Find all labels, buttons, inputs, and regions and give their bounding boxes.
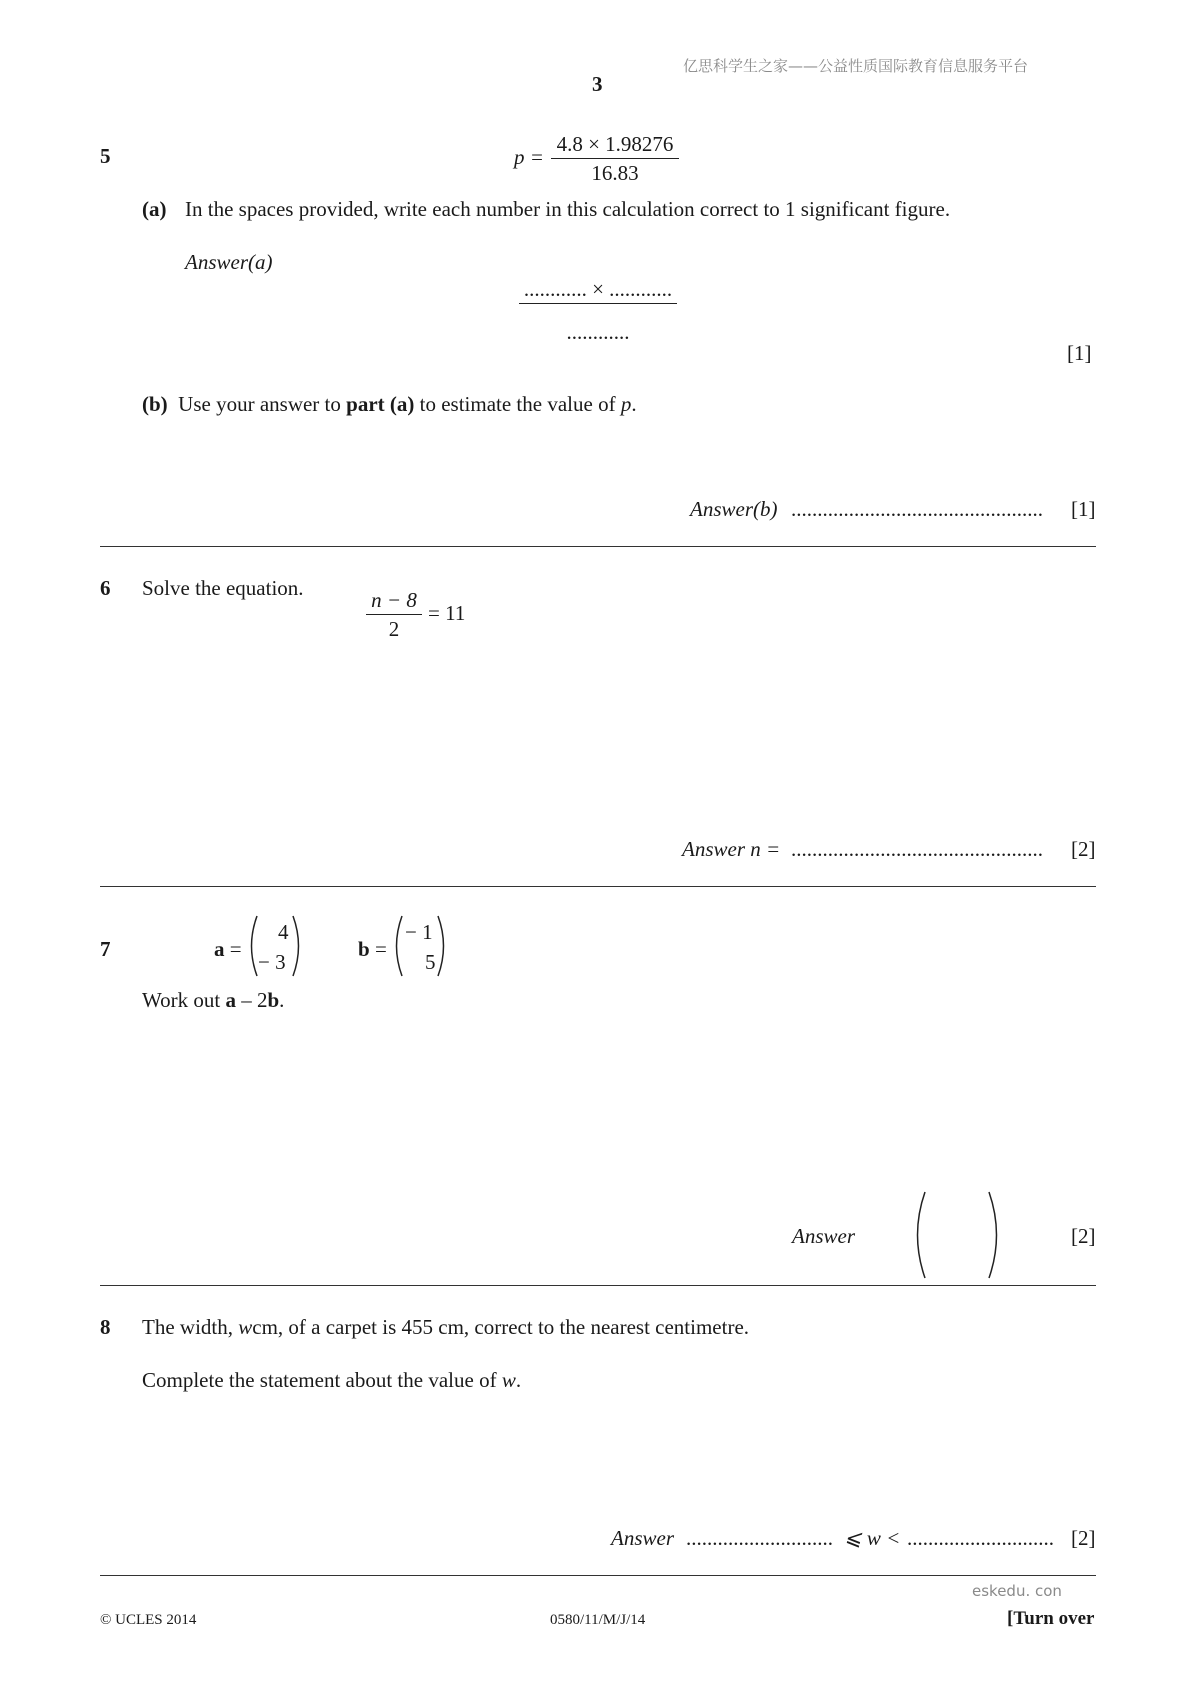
q5b-question — [142, 394, 637, 415]
q7-vector-b-name: b — [358, 937, 370, 961]
q8-text-line1 — [142, 1317, 749, 1338]
q7-text-end: . — [279, 988, 285, 1012]
q6-answer-dots[interactable]: ................................................ — [791, 837, 1043, 861]
q5b-text-1: Use your answer to — [178, 392, 341, 416]
q5-formula-numerator: 4.8 × 1.98276 — [551, 134, 679, 159]
q8-answer-dots-upper[interactable]: ............................ — [907, 1526, 1054, 1550]
separator-q7-q8 — [100, 1285, 1096, 1286]
q8-text-line2-end: . — [515, 1368, 522, 1392]
separator-q5-q6 — [100, 546, 1096, 547]
q8-marks: [2] — [1071, 1526, 1096, 1550]
q5b-text-end: . — [631, 392, 637, 416]
q8-text-line2-var: w — [501, 1368, 516, 1392]
q6-equation-fraction — [366, 590, 422, 640]
q8-answer-inequality: ⩽ w < — [844, 1526, 901, 1550]
q6-equation-rhs: = 11 — [428, 601, 466, 625]
q7-answer-label: Answer — [792, 1224, 855, 1248]
q8-text-2: cm, of a carpet is 455 cm, correct to the nearest centimetre. — [252, 1315, 750, 1339]
q6-answer-label: Answer n = — [682, 837, 781, 861]
q7-vector-a-def — [214, 939, 242, 960]
q7-vector-b-bottom: 5 — [425, 950, 436, 974]
q5b-answer-dots[interactable]: ................................................ — [791, 497, 1043, 521]
q7-vector-a-bottom: − 3 — [258, 950, 286, 974]
q8-text-var: w — [238, 1315, 253, 1339]
q7-vector-a-top: 4 — [278, 920, 289, 944]
q7-vector-b-def — [358, 939, 387, 960]
q5a-answer-denominator[interactable]: ............ — [566, 320, 630, 344]
q5b-text-var: p — [620, 392, 632, 416]
q5-number: 5 — [100, 144, 111, 168]
q7-text-b: b — [267, 988, 280, 1012]
q5b-marks: [1] — [1071, 497, 1096, 521]
page-number: 3 — [592, 72, 603, 96]
q8-text-line2 — [142, 1370, 521, 1391]
q5a-answer-numerator[interactable]: ............ × ............ — [519, 279, 677, 304]
q5-formula-fraction — [551, 134, 679, 184]
q5a-answer-fraction[interactable] — [519, 279, 677, 343]
q5-formula-denominator: 16.83 — [591, 161, 639, 185]
q7-vector-b-eq: = — [374, 937, 387, 961]
q5a-text: In the spaces provided, write each number in this calculation correct to 1 significant figure. — [185, 197, 951, 221]
q5b-text-bold: part (a) — [346, 392, 415, 416]
separator-footer — [100, 1575, 1096, 1576]
q7-text-1: Work out — [142, 988, 221, 1012]
q8-text-1: The width, — [142, 1315, 233, 1339]
q5b-label: (b) — [142, 392, 168, 416]
q6-text: Solve the equation. — [142, 576, 304, 600]
separator-q6-q7 — [100, 886, 1096, 887]
footer-code: 0580/11/M/J/14 — [550, 1612, 646, 1628]
q8-text-line2-1: Complete the statement about the value of — [142, 1368, 497, 1392]
q5-formula-lhs: p = — [514, 145, 544, 169]
q7-marks: [2] — [1071, 1224, 1096, 1248]
q5b-text-2: to estimate the value of — [419, 392, 616, 416]
q7-vector-a-eq: = — [229, 937, 242, 961]
q6-number: 6 — [100, 576, 111, 600]
q6-equation-numerator: n − 8 — [366, 590, 422, 615]
q8-number: 8 — [100, 1315, 111, 1339]
q7-text-a: a — [225, 988, 236, 1012]
q7-vector-a-name: a — [214, 937, 225, 961]
q5a-answer-label: Answer(a) — [185, 250, 273, 274]
q5a-marks: [1] — [1067, 341, 1092, 365]
q5a-label: (a) — [142, 197, 167, 221]
q7-number: 7 — [100, 937, 111, 961]
q8-answer-label: Answer — [611, 1526, 674, 1550]
q7-text — [142, 990, 284, 1011]
footer-watermark: eskedu. con — [972, 1582, 1062, 1600]
q6-marks: [2] — [1071, 837, 1096, 861]
footer-copyright: © UCLES 2014 — [100, 1612, 197, 1628]
q8-answer-dots-lower[interactable]: ............................ — [686, 1526, 833, 1550]
q7-vector-b-top: − 1 — [405, 920, 433, 944]
q7-answer-brackets[interactable] — [912, 1190, 1002, 1280]
header-watermark: 亿思科学生之家——公益性质国际教育信息服务平台 — [683, 57, 1029, 75]
footer-turn-over: [Turn over — [1007, 1608, 1095, 1629]
q5b-answer-label: Answer(b) — [690, 497, 778, 521]
q6-equation-denominator: 2 — [388, 617, 400, 641]
q7-text-mid: – 2 — [241, 988, 268, 1012]
